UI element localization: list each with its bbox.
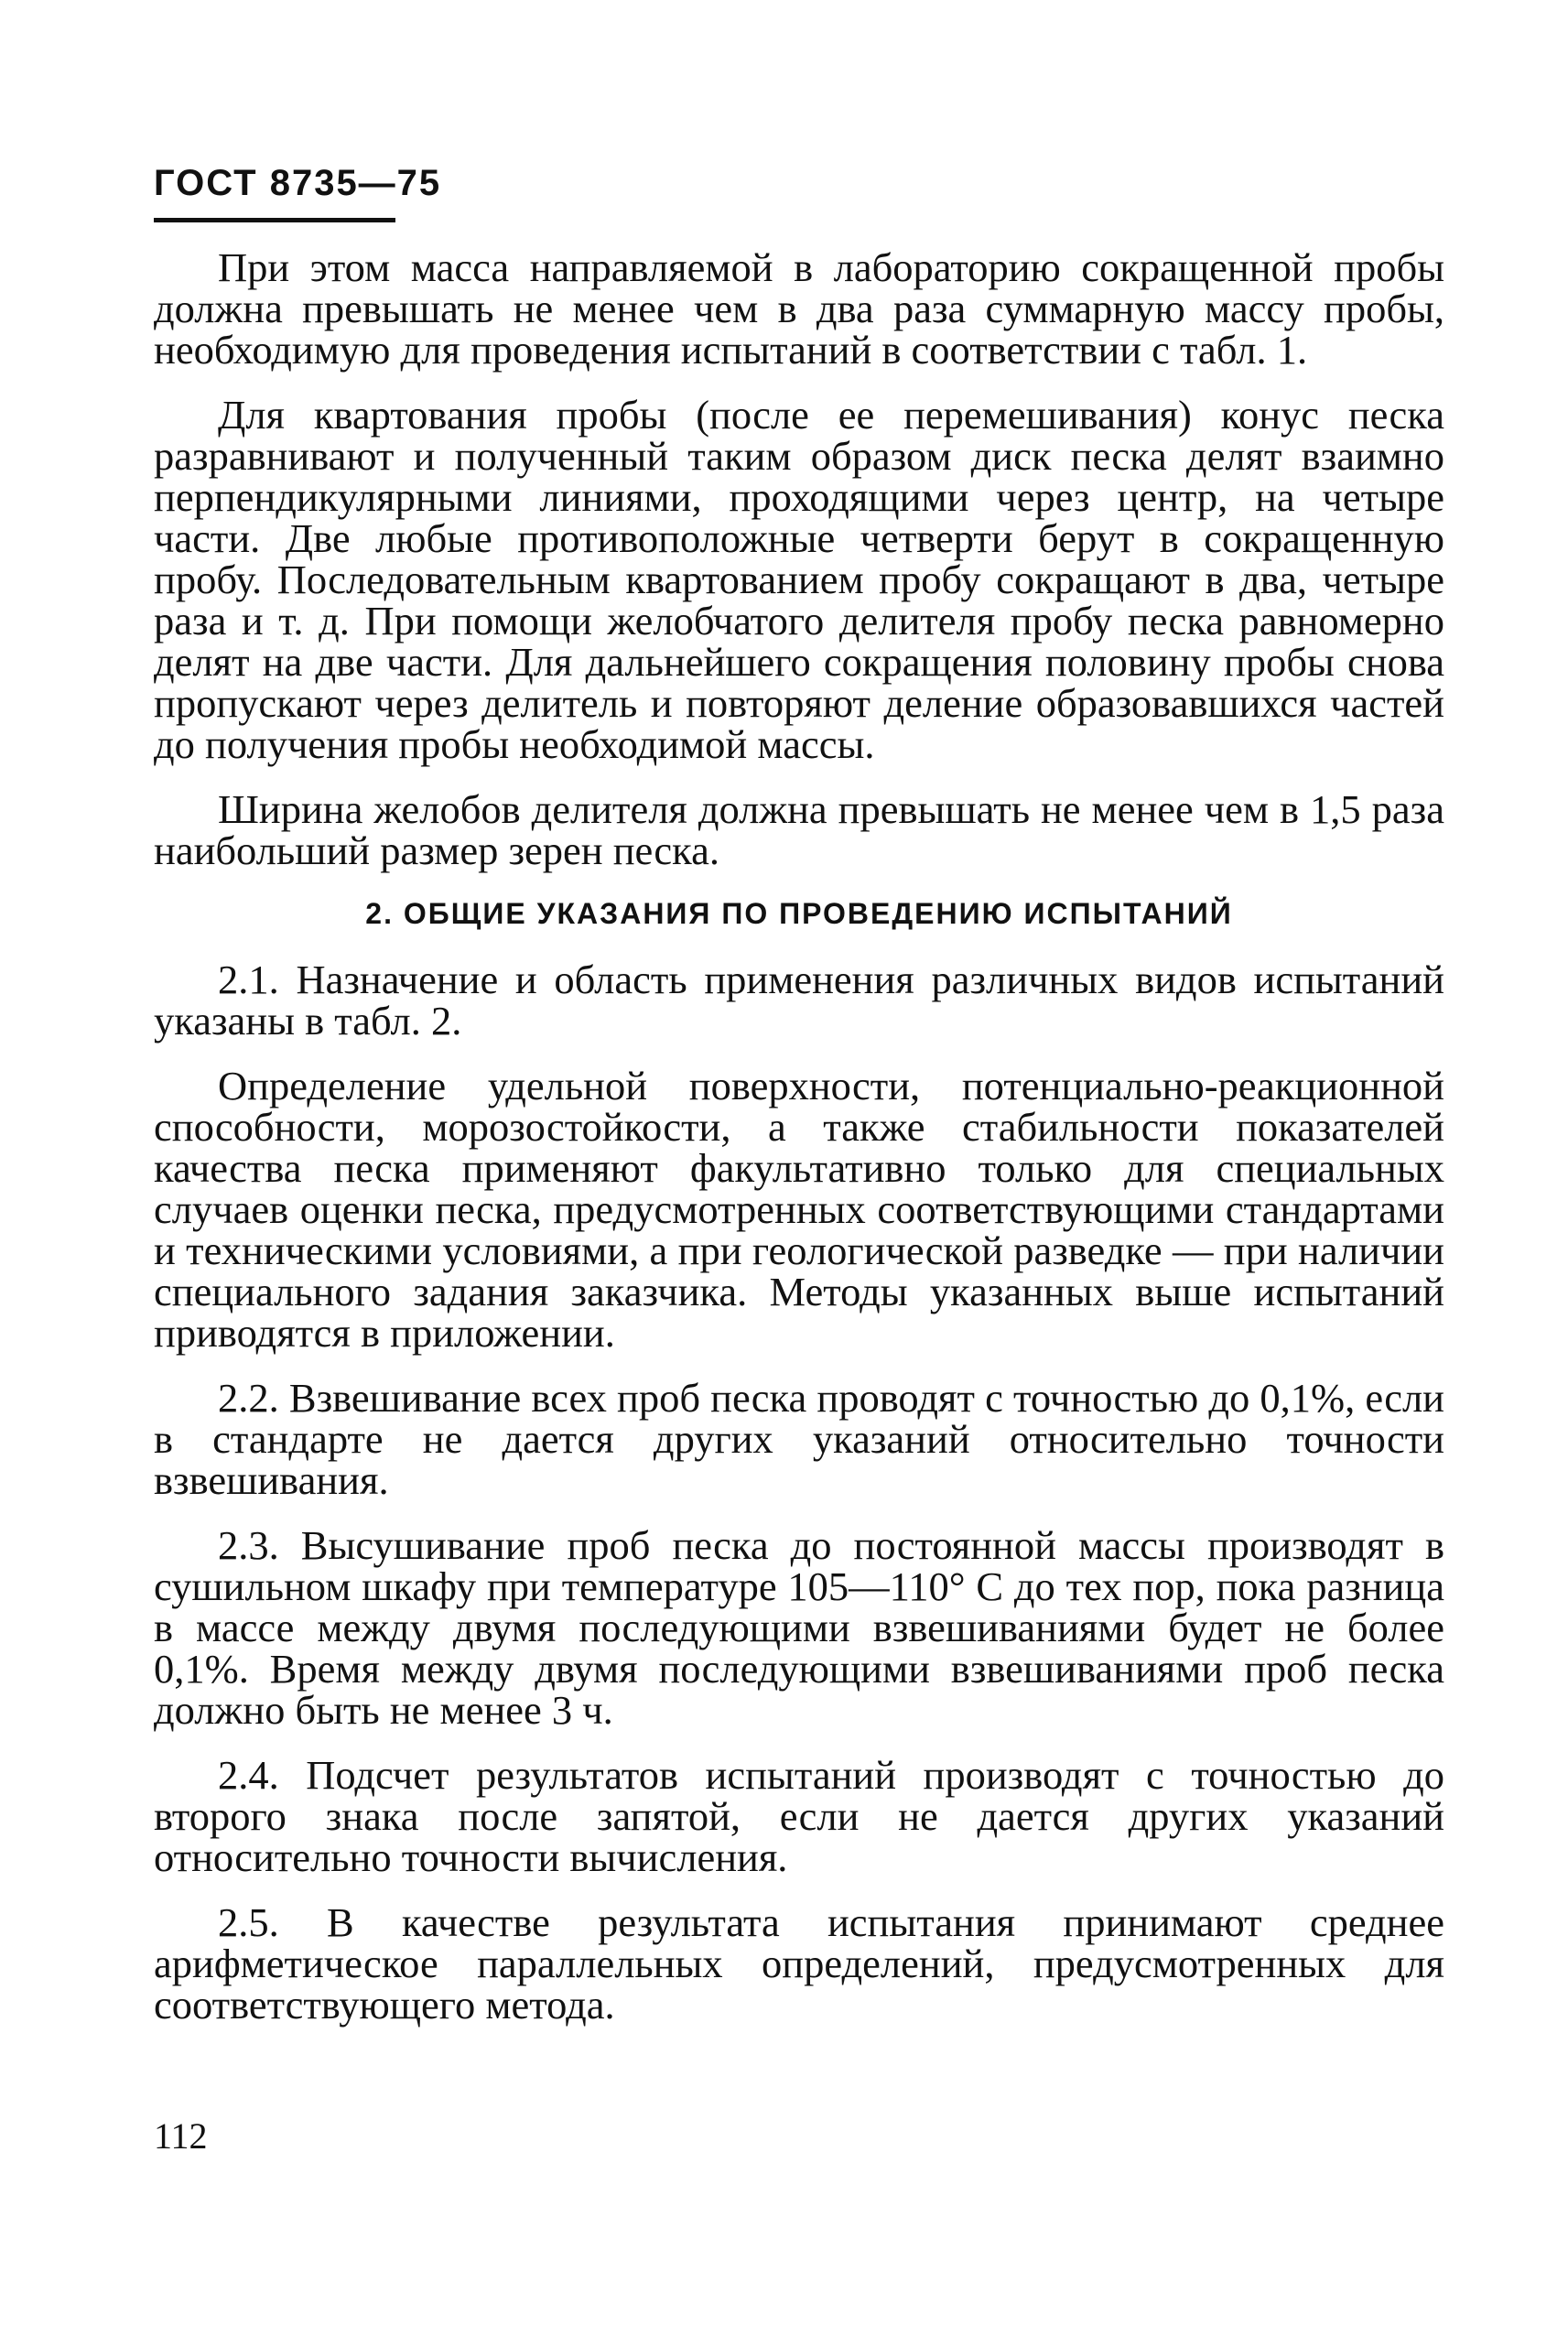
paragraph-2-1: 2.1. Назначение и область применения различных видов испытаний указаны в табл. 2. <box>154 957 1444 1044</box>
paragraph-2-5: 2.5. В качестве результата испытания принимают среднее арифметическое параллельных определений, предусмотренных для соответствующего метода. <box>154 1899 1444 2028</box>
paragraph-optional-tests: Определение удельной поверхности, потенциально-реакционной способности, морозостойкости, а также стабильности показателей качества песка применяют факультативно только для специальных случаев оценки песка, предусмотренных соответствующими стандартами и техническими условиями, а при геологической разведке — при наличии специального задания заказчика. Методы указанных выше испытаний приводятся в приложении. <box>154 1063 1444 1356</box>
paragraph-2-3: 2.3. Высушивание проб песка до постоянной массы производят в сушильном шкафу при температуре 105—110° С до тех пор, пока разница в массе между двумя последующими взвешиваниями будет не более 0,1%. Время между двумя последующими взвешиваниями проб песка должно быть не менее 3 ч. <box>154 1522 1444 1733</box>
paragraph-2-4: 2.4. Подсчет результатов испытаний производят с точностью до второго знака после запятой, если не дается других указаний относительно точности вычисления. <box>154 1752 1444 1880</box>
paragraph-quartering: Для квартования пробы (после ее перемешивания) конус песка разравнивают и полученный таким образом диск песка делят взаимно перпендикулярными линиями, проходящими через центр, на четыре части. Две любые противоположные четверти берут в сокращенную пробу. Последовательным квартованием пробу сокращают в два, четыре раза и т. д. При помощи желобчатого делителя пробу песка равномерно делят на две части. Для дальнейшего сокращения половину пробы снова пропускают через делитель и повторяют деление образовавшихся частей до получения пробы необходимой массы. <box>154 392 1444 767</box>
paragraph-2-2: 2.2. Взвешивание всех проб песка проводят с точностью до 0,1%, если в стандарте не дается других указаний относительно точности взвешивания. <box>154 1375 1444 1503</box>
header-rule <box>154 218 395 222</box>
paragraph-sample-mass: При этом масса направляемой в лабораторию сокращенной пробы должна превышать не менее чем в два раза суммарную массу пробы, необходимую для проведения испытаний в соответствии с табл. 1. <box>154 244 1444 373</box>
document-body <box>154 244 1444 2049</box>
document-header: ГОСТ 8735—75 <box>154 163 442 203</box>
document-page <box>154 0 1444 2325</box>
section-title: 2. ОБЩИЕ УКАЗАНИЯ ПО ПРОВЕДЕНИЮ ИСПЫТАНИЙ <box>365 897 1233 930</box>
paragraph-divider-width: Ширина желобов делителя должна превышать не менее чем в 1,5 раза наибольший размер зерен песка. <box>154 786 1444 873</box>
page-number: 112 <box>154 2115 208 2157</box>
